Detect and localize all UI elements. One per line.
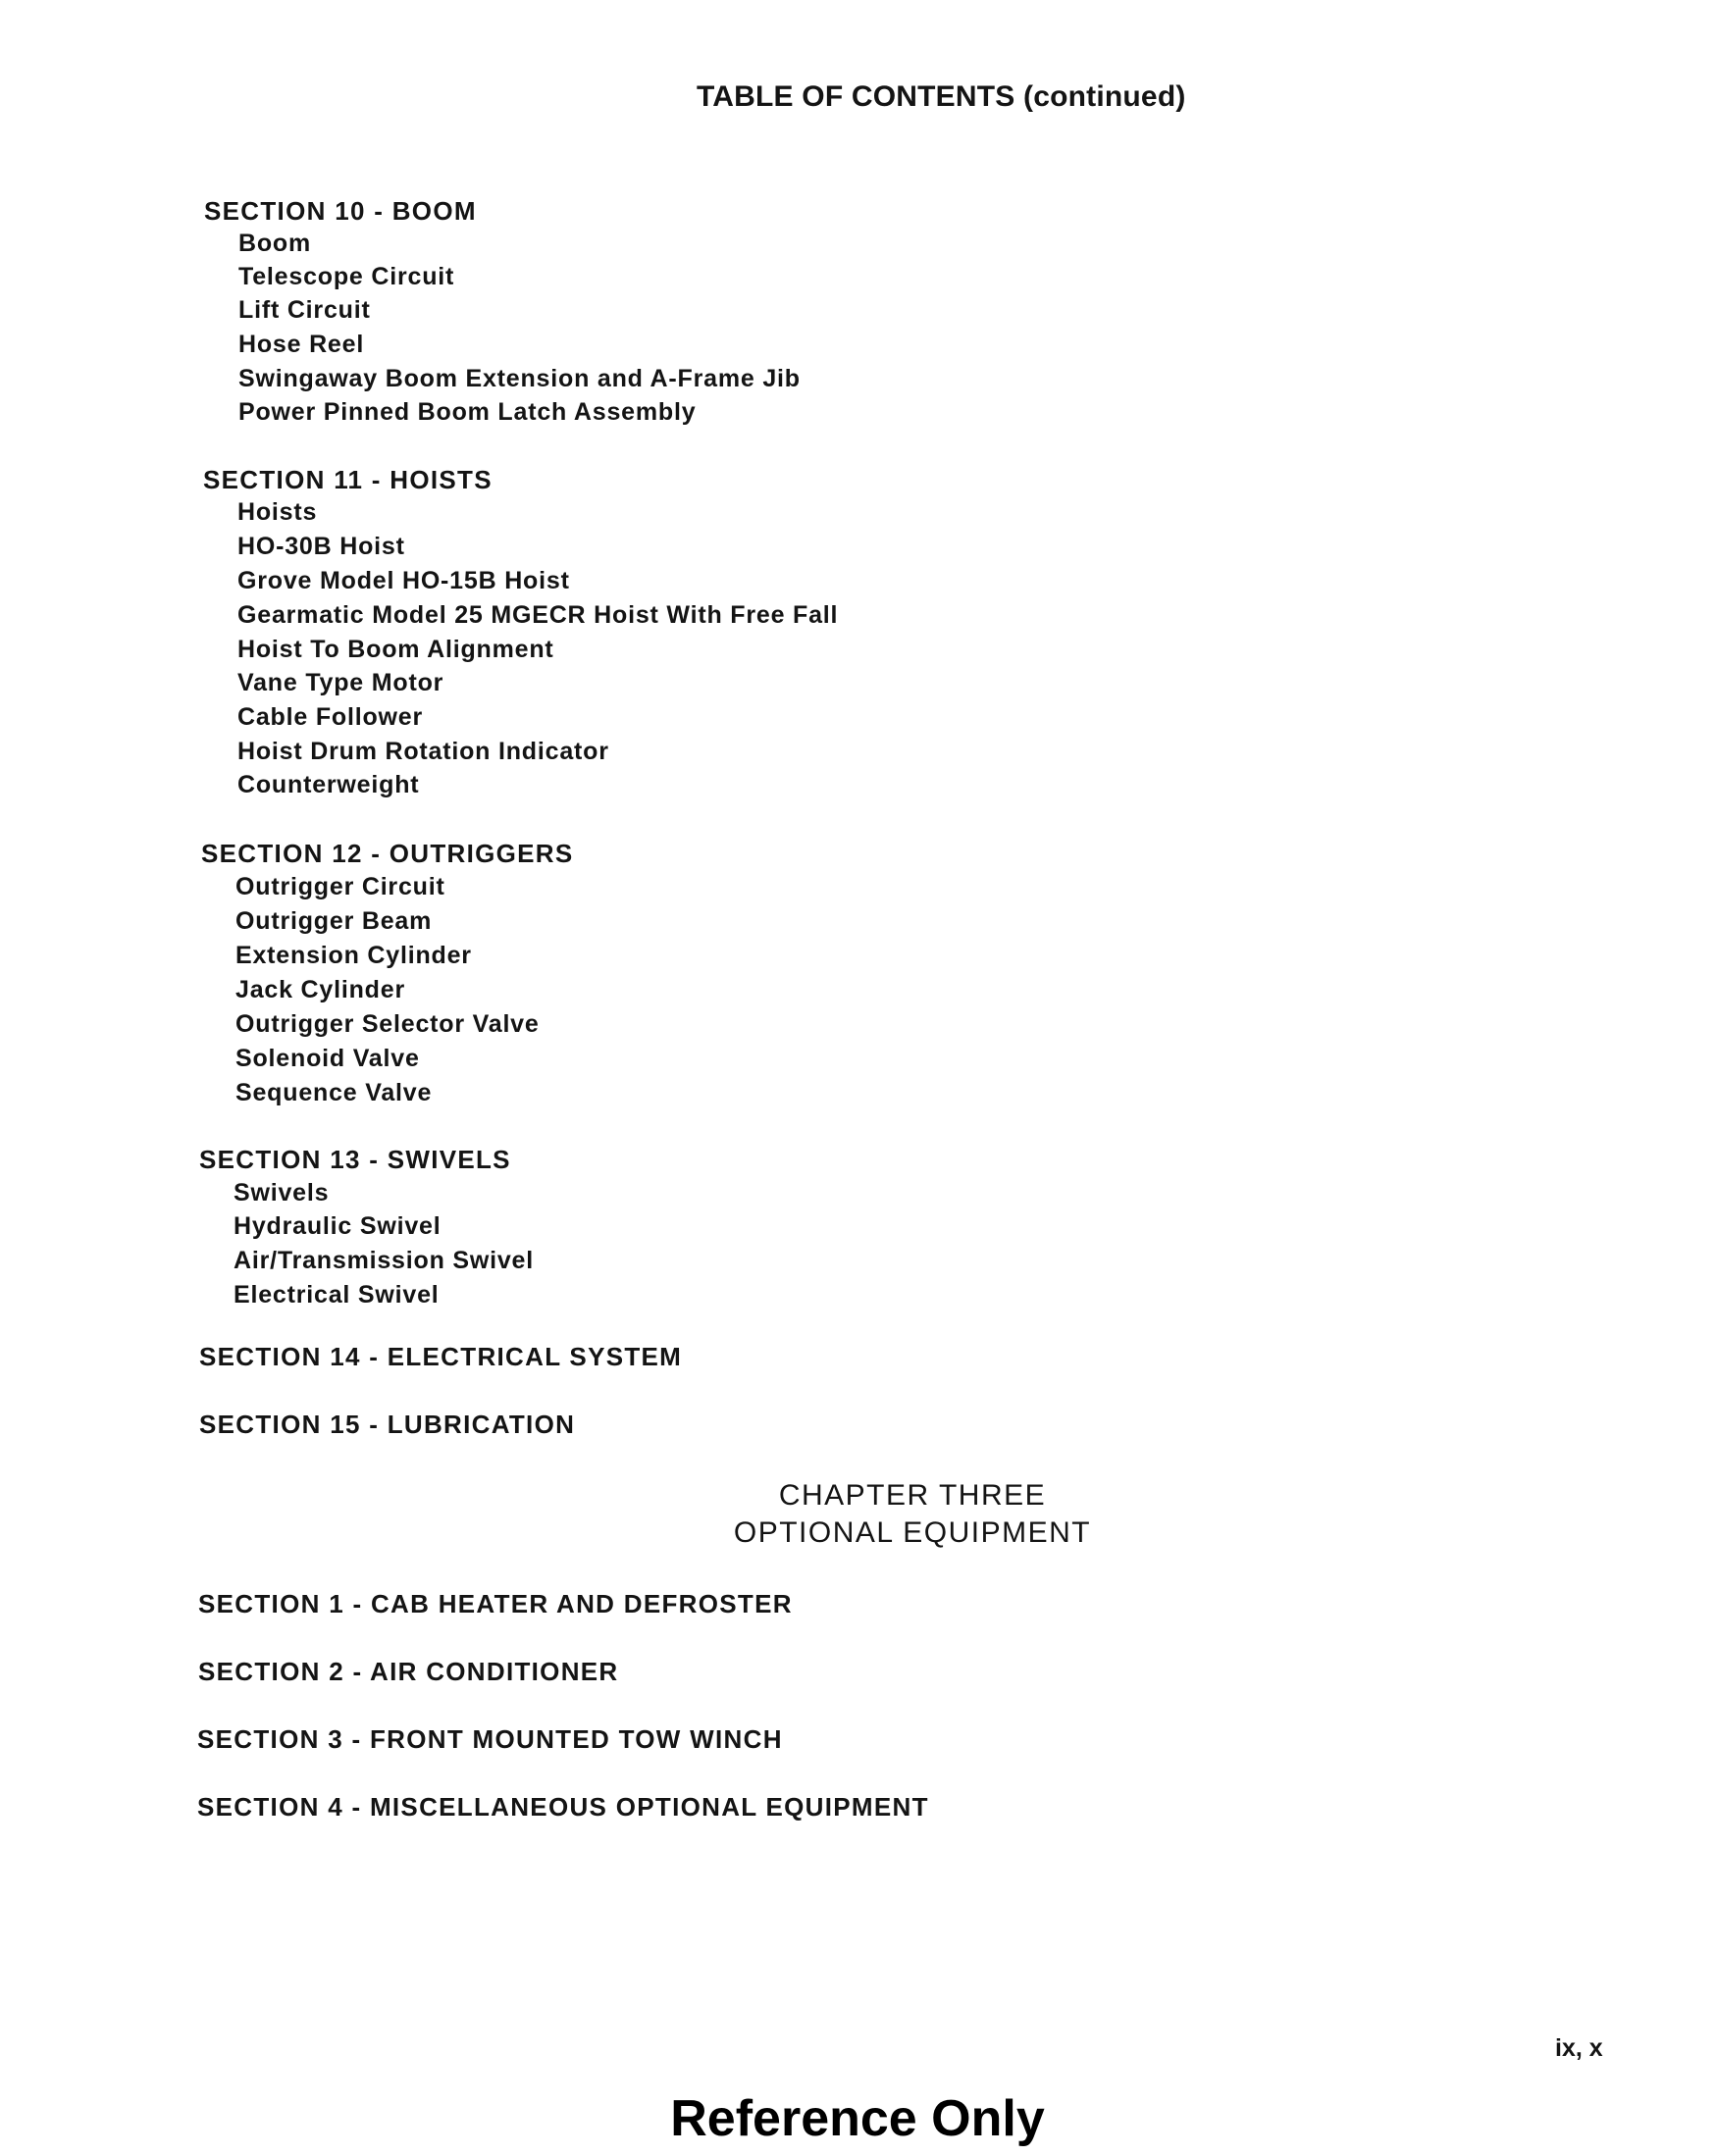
section-heading: SECTION 13 - SWIVELS xyxy=(199,1145,511,1174)
toc-item: Counterweight xyxy=(237,771,420,798)
toc-item: Solenoid Valve xyxy=(235,1045,420,1072)
toc-item: Outrigger Selector Valve xyxy=(235,1010,540,1038)
toc-item: Cable Follower xyxy=(237,703,424,731)
toc-item: Hose Reel xyxy=(238,331,365,358)
toc-item: Lift Circuit xyxy=(238,296,371,324)
section-heading: SECTION 2 - AIR CONDITIONER xyxy=(198,1657,619,1686)
toc-item: Outrigger Beam xyxy=(235,907,433,935)
toc-item: Electrical Swivel xyxy=(234,1281,440,1309)
toc-item: Sequence Valve xyxy=(235,1079,433,1106)
toc-item: Hydraulic Swivel xyxy=(234,1212,442,1240)
section-heading: SECTION 11 - HOISTS xyxy=(203,465,493,494)
toc-item: Hoist To Boom Alignment xyxy=(237,636,554,663)
section-heading: SECTION 4 - MISCELLANEOUS OPTIONAL EQUIPMENT xyxy=(197,1792,929,1822)
toc-item: Extension Cylinder xyxy=(235,942,472,969)
section-heading: SECTION 1 - CAB HEATER AND DEFROSTER xyxy=(198,1589,793,1618)
toc-item: Swivels xyxy=(234,1179,330,1206)
page-number: ix, x xyxy=(1555,2034,1603,2062)
toc-item: Air/Transmission Swivel xyxy=(234,1247,535,1274)
reference-only-stamp: Reference Only xyxy=(670,2090,1045,2147)
section-heading: SECTION 12 - OUTRIGGERS xyxy=(201,839,574,868)
toc-item: Outrigger Circuit xyxy=(235,873,445,900)
section-heading: SECTION 3 - FRONT MOUNTED TOW WINCH xyxy=(197,1724,783,1754)
chapter-subtitle: OPTIONAL EQUIPMENT xyxy=(733,1516,1092,1549)
toc-item: Hoist Drum Rotation Indicator xyxy=(237,738,609,765)
section-heading: SECTION 15 - LUBRICATION xyxy=(199,1410,576,1439)
toc-item: Vane Type Motor xyxy=(237,669,444,696)
toc-item: Gearmatic Model 25 MGECR Hoist With Free Fall xyxy=(237,601,839,629)
toc-item: Grove Model HO-15B Hoist xyxy=(237,567,570,594)
section-heading: SECTION 10 - BOOM xyxy=(204,196,477,226)
toc-item: Jack Cylinder xyxy=(235,976,405,1003)
toc-item: Boom xyxy=(238,230,312,257)
page-title: TABLE OF CONTENTS (continued) xyxy=(697,80,1186,113)
section-heading: SECTION 14 - ELECTRICAL SYSTEM xyxy=(199,1342,683,1371)
toc-item: HO-30B Hoist xyxy=(237,533,405,560)
toc-item: Telescope Circuit xyxy=(238,263,455,290)
chapter-title: CHAPTER THREE xyxy=(778,1479,1047,1512)
toc-item: Hoists xyxy=(237,498,318,526)
toc-item: Power Pinned Boom Latch Assembly xyxy=(238,398,697,426)
toc-item: Swingaway Boom Extension and A-Frame Jib xyxy=(238,365,801,392)
